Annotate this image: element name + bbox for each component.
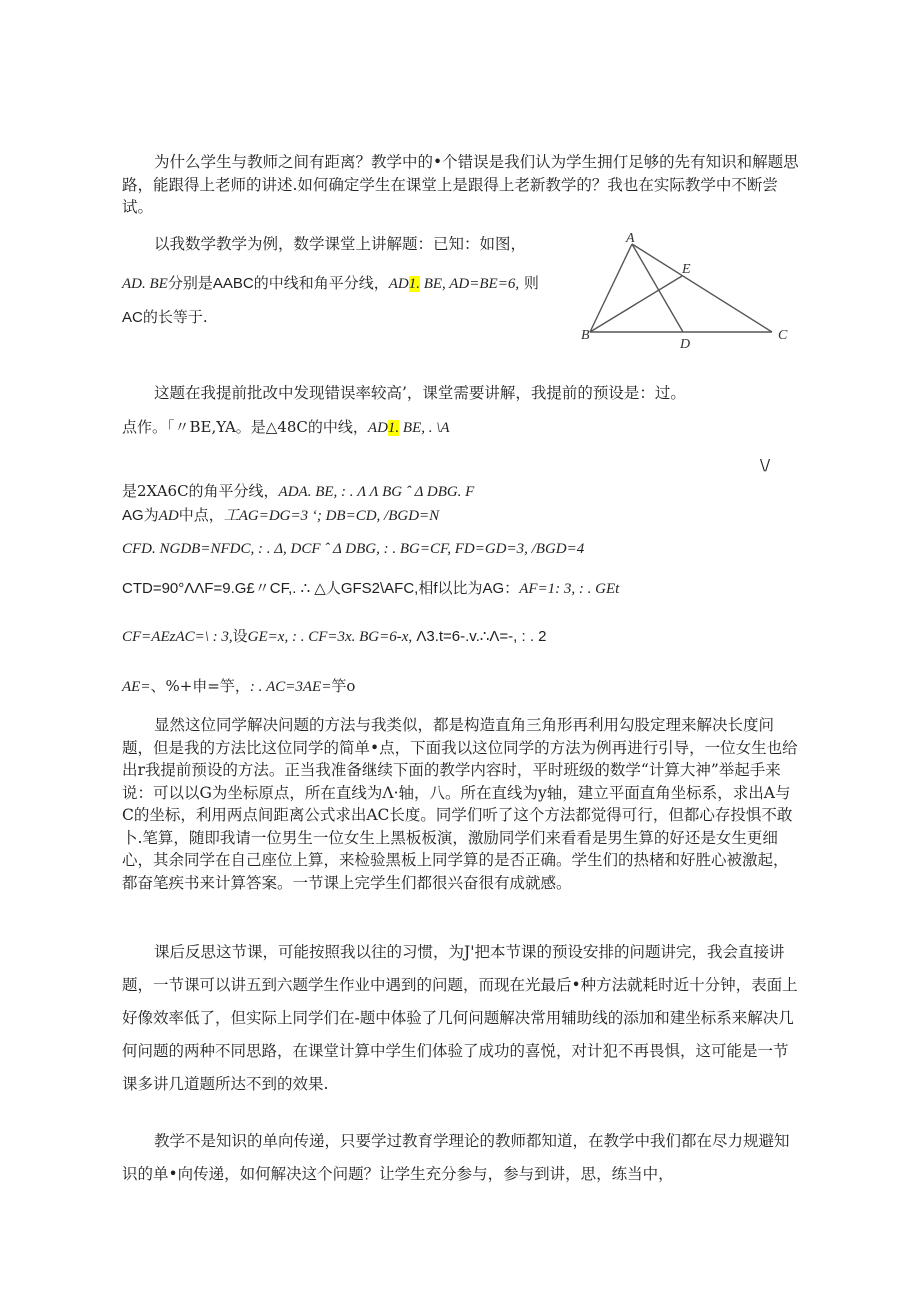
solution-line-2: 是2XA6C的角平分线，ADA. BE, : . Λ Λ BG ˆ Δ DBG. F: [122, 482, 475, 500]
paragraph-conclusion: 教学不是知识的单向传递，只要学过教育学理论的教师都知道，在教学中我们都在尽力规避知识的单•向传递，如何解决这个问题？让学生充分参与，参与到讲，思，练当中，: [122, 1132, 790, 1183]
label-d: D: [680, 337, 691, 352]
triangle-figure: [578, 232, 800, 352]
segment-ad: [632, 244, 683, 332]
label-a: A: [626, 232, 635, 246]
highlight-mark: 1.: [408, 276, 420, 292]
intro-paragraph: 为什么学生与教师之间有距离？教学中的•个错误是我们认为学生拥仃足够的先有知识和解题思路，能跟得上老师的讲述.如何确定学生在课堂上是跟得上老新教学的？我也在实际教学中不断尝试。: [122, 153, 799, 216]
label-b: B: [581, 328, 590, 343]
solution-line-3: AG为AD中点，工AG=DG=3 ‘; DB=CD, /BGD=N: [122, 506, 440, 524]
paragraph-preset: 这题在我提前批改中发现错误率较高’，课堂需要讲解，我提前的预设是：过。: [154, 384, 686, 402]
solution-line-1: 点作。「〃BE,YA。是△48C的中线，AD1. BE, . \A: [122, 418, 450, 436]
highlight-mark: 1.: [387, 420, 400, 436]
solution-line-6: CF=AEzAC=\ : 3,设GE=x, : . CF=3x. BG=6-x, Λ3.t=6-.v.∴Λ=-, : . 2: [122, 627, 547, 645]
problem-line-2: AD. BE分别是AABC的中线和角平分线，AD1. BE, AD=BE=6, 则: [122, 274, 539, 292]
label-c: C: [778, 328, 788, 343]
problem-line-1: 以我数学教学为例，数学课堂上讲解题：已知：如图，: [154, 235, 527, 253]
solution-line-4: CFD. NGDB=NFDC, : . Δ, DCF ˆ Δ DBG, : . BG=CF, FD=GD=3, /BGD=4: [122, 541, 585, 557]
paragraph-reflection: 课后反思这节课，可能按照我以往的习惯，为J'把本节课的预设安排的问题讲完，我会直接讲题，一节课可以讲五到六题学生作业中遇到的问题，而现在光最后•种方法就耗时近十分钟，表面上好像效率低了，但实际上同学们在-题中体验了几何问题解决常用辅助线的添加和建坐标系来解决几何问题的两种不同思路，在课堂计算中学生们体验了成功的喜悦，对计犯不再畏惧，这可能是一节课多讲几道题所达不到的效果.: [122, 943, 798, 1093]
paragraph-discussion: 显然这位同学解决问题的方法与我类似，都是构造直角三角形再利用勾股定理来解决长度问题，但是我的方法比这位同学的简单•点，下面我以这位同学的方法为例再进行引导，一位女生也给出r我提前预设的方法。正当我准备继续下面的教学内容时，平时班级的数学“计算大神”举起手来说：可以以G为坐标原点，所在直线为Λ·轴，八。所在直线为y轴，建立平面直角坐标系，求出A与C的坐标，利用两点间距离公式求出AC长度。同学们听了这个方法都觉得可行，但都心存投惧不敢卜.笔算，随即我请一位男生一位女生上黑板板演，激励同学们来看看是男生算的好还是女生更细心，其余同学在自己座位上算，来检验黑板上同学算的是否正确。学生们的热楮和好胜心被激起，都奋笔疾书来计算答案。一节课上完学生们都很兴奋很有成就感。: [122, 716, 798, 892]
solution-line-5: CTD=90°ΛΛF=9.G£〃CF,. ∴ △人GFS2\AFC,相f以比为AG：AF=1: 3, : . GEt: [122, 580, 620, 597]
label-e: E: [682, 262, 691, 277]
problem-line-3: AC的长等于.: [122, 308, 208, 326]
solution-line-7: AE=、%+申=竽，: . AC=3AE=竽o: [122, 677, 356, 695]
segment-ac: [632, 244, 772, 332]
side-mark: \/: [760, 456, 771, 474]
